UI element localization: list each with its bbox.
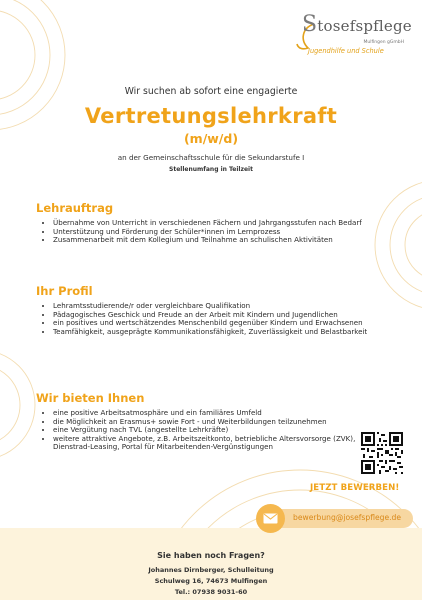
task-list [36,219,383,245]
scope-line: Stellenumfang in Teilzeit [169,166,253,173]
email-pill[interactable] [256,504,413,533]
list-item: • ein positives und wertschätzendes Menschenbild gegenüber Kindern und Erwachsenen [53,319,383,328]
list-item: • eine positive Arbeitsatmosphäre und ein familiäres Umfeld [53,409,373,418]
list-item: • Pädagogisches Geschick und Freude an der Arbeit mit Kindern und Jugendlichen [53,311,383,320]
list-item: • Zusammenarbeit mit dem Kollegium und Teilnahme an schulischen Aktivitäten [53,236,383,245]
list-item: • eine Vergütung nach TVL (angestellte Lehrkräfte) [53,426,373,435]
list-item: • Lehramtsstudierende/r oder vergleichbare Qualifikation [53,302,383,311]
email-icon-circle [256,504,285,533]
gender-note: (m/w/d) [183,131,239,146]
contact-question: Sie haben noch Fragen? [157,551,265,560]
logo-legal: Mulfingen gGmbH [363,40,404,45]
list-item: • die Möglichkeit an Erasmus+ sowie Fort - und Weiterbildungen teilzunehmen [53,418,373,427]
josefspflege-logo [296,12,414,62]
apply-now-cta[interactable]: JETZT BEWERBEN! [310,483,400,493]
section-heading: Ihr Profil [36,284,93,298]
list-item: • Übernahme von Unterricht in verschiedenen Fächern und Jahrgangsstufen nach Bedarf [53,219,383,228]
benefits-list [36,409,373,452]
contact-person: Johannes Dirnberger, Schulleitung [148,566,274,574]
section-heading: Wir bieten Ihnen [36,391,145,405]
envelope-icon [263,513,278,524]
profile-list [36,302,383,336]
contact-address: Schulweg 16, 74673 Mulfingen [154,577,268,585]
school-line: an der Gemeinschaftsschule für die Sekundarstufe I [117,153,305,162]
logo-tagline: Jugendhilfe und Schule [308,47,384,55]
job-title: Vertretungslehrkraft [84,104,338,128]
qr-code-icon[interactable] [361,432,403,474]
list-item: • Teamfähigkeit, ausgeprägte Kommunikationsfähigkeit, Zuverlässigkeit und Belastbarkeit [53,328,383,337]
email-link[interactable]: bewerbung@josefspflege.de [293,513,402,522]
logo-wordmark: Stosefspflege [302,12,412,37]
contact-phone[interactable]: Tel.: 07938 9031-60 [174,588,248,596]
intro-line: Wir suchen ab sofort eine engagierte [124,86,298,97]
section-heading: Lehrauftrag [36,201,114,215]
list-item: • Unterstützung und Förderung der Schüler*innen im Lernprozess [53,228,383,237]
list-item: • weitere attraktive Angebote, z.B. Arbeitszeitkonto, betriebliche Altersvorsorge (ZVK), Dienstrad-Leasing, Portal für Mitarbeitenden-Vergünstigungen [53,435,373,452]
